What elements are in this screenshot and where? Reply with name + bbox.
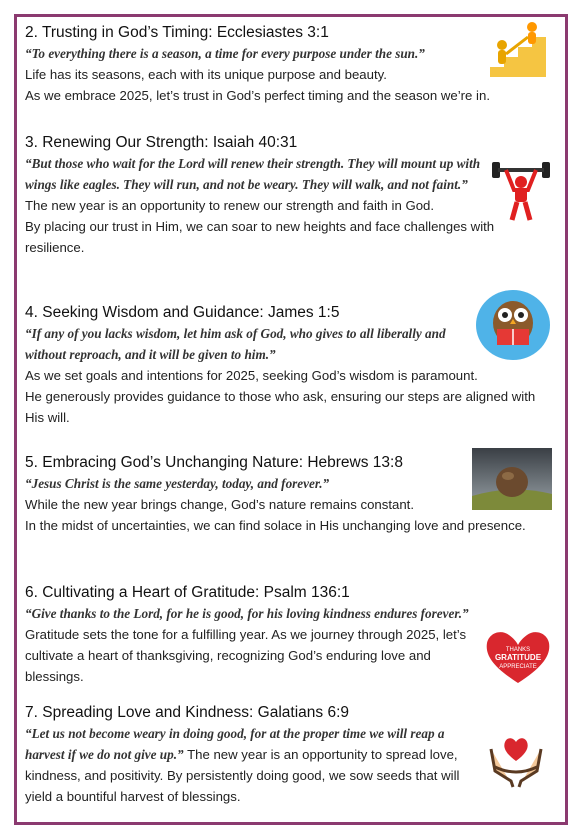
gratitude-word-heart-icon bbox=[483, 627, 553, 687]
weightlifter-icon bbox=[492, 152, 550, 222]
body-line: As we set goals and intentions for 2025, seeking God’s wisdom is paramount. bbox=[25, 368, 478, 383]
body-line: By placing our trust in Him, we can soar to new heights and face challenges with resilience. bbox=[25, 219, 495, 255]
section-heading: 5. Embracing God’s Unchanging Nature: Hebrews 13:8 bbox=[25, 454, 403, 471]
scripture-quote: “But those who wait for the Lord will renew their strength. They will mount up with wings like eagles. They will run, and not be weary. They will walk, and not faint.” bbox=[25, 156, 481, 192]
body-line: In the midst of uncertainties, we can find solace in His unchanging love and presence. bbox=[25, 518, 526, 533]
section-heading: 4. Seeking Wisdom and Guidance: James 1:5 bbox=[25, 304, 340, 321]
section-timing bbox=[25, 23, 557, 106]
scripture-quote: “If any of you lacks wisdom, let him ask of God, who gives to all liberally and without reproach, and it will be given to him.” bbox=[25, 326, 446, 362]
section-gratitude bbox=[25, 583, 557, 687]
section-kindness bbox=[25, 703, 557, 807]
boulder-on-hill-photo bbox=[472, 448, 552, 510]
section-heading: 7. Spreading Love and Kindness: Galatians 6:9 bbox=[25, 704, 350, 721]
body-line: He generously provides guidance to those who ask, ensuring our steps are aligned with His will. bbox=[25, 389, 536, 425]
section-heading: 2. Trusting in God’s Timing: Ecclesiastes 3:1 bbox=[25, 24, 329, 41]
section-heading: 6. Cultivating a Heart of Gratitude: Psalm 136:1 bbox=[25, 584, 350, 601]
scripture-quote: “Give thanks to the Lord, for he is good, for his loving kindness endures forever.” bbox=[25, 606, 469, 621]
svg-text:GRATITUDE: GRATITUDE bbox=[494, 653, 542, 662]
svg-text:THANKS: THANKS bbox=[505, 647, 531, 653]
hands-holding-heart-icon bbox=[483, 727, 549, 789]
people-climbing-stairs-icon bbox=[480, 21, 552, 81]
body-line: While the new year brings change, God’s nature remains constant. bbox=[25, 497, 414, 512]
body-line: As we embrace 2025, let’s trust in God’s perfect timing and the season we’re in. bbox=[25, 88, 490, 103]
scripture-quote: “Jesus Christ is the same yesterday, today, and forever.” bbox=[25, 476, 330, 491]
body-line: Life has its seasons, each with its unique purpose and beauty. bbox=[25, 67, 387, 82]
body-line: The new year is an opportunity to renew our strength and faith in God. bbox=[25, 198, 435, 213]
scripture-quote: “To everything there is a season, a time for every purpose under the sun.” bbox=[25, 46, 425, 61]
owl-reading-book-icon bbox=[475, 289, 551, 361]
svg-text:APPRECIATE: APPRECIATE bbox=[499, 664, 537, 670]
body-paragraph: The new year is an opportunity to spread love, kindness, and positivity. By persistently doing good, we sow seeds that will yield a bountiful harvest of blessings. bbox=[25, 747, 460, 804]
section-heading: 3. Renewing Our Strength: Isaiah 40:31 bbox=[25, 134, 298, 151]
scripture-quote: “Let us not become weary in doing good, for at the proper time we will reap a harvest if we do not give up.” bbox=[25, 726, 445, 762]
body-paragraph: Gratitude sets the tone for a fulfilling year. As we journey through 2025, let’s cultivate a heart of thanksgiving, recognizing God’s enduring love and blessings. bbox=[25, 627, 467, 684]
content-frame bbox=[14, 14, 568, 825]
quote-and-body bbox=[25, 723, 485, 807]
section-strength bbox=[25, 133, 557, 258]
